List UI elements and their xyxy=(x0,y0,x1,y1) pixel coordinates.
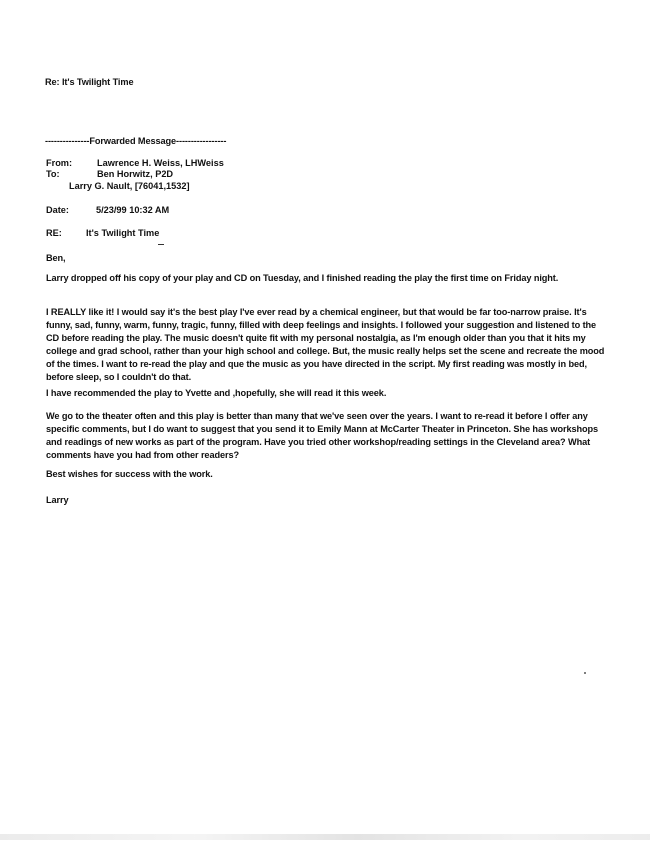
from-label: From: xyxy=(46,158,73,168)
from-value: Lawrence H. Weiss, LHWeiss xyxy=(97,158,224,168)
body-paragraph-4: We go to the theater often and this play is better than many that we've seen over the years. I want to re-read it before I offer any specific comments, but I do want to suggest that you send it to Emily Mann at McCarter Theater in Princeton. She has workshops and readings of new works as part of the program. Have you tried other workshop/reading settings in the Cleveland area? What comments have you had from other readers? xyxy=(46,411,599,460)
date-label: Date: xyxy=(46,205,69,215)
closing-line: Best wishes for success with the work. xyxy=(46,469,213,479)
signature: Larry xyxy=(46,495,69,505)
forward-header: ---------------Forwarded Message----------------- xyxy=(45,136,227,146)
body-paragraph-2: I REALLY like it! I would say it's the best play I've ever read by a chemical engineer, but that would be far too-narrow praise. It's funny, sad, funny, warm, funny, tragic, funny, filled with deep feelings and insights. I followed your suggestion and listened to the CD before reading the play. The music doesn't quite fit with my personal nostalgia, as I'm enough older than you that it hits my college and grad school, rather than your high school and college. But, the music really helps set the scene and recreate the mood of the times. I want to re-read the play and que the music as you have directed in the script. My first reading was mostly in bed, before sleep, so I couldn't do that. xyxy=(46,307,605,382)
to-label: To: xyxy=(46,169,60,179)
scan-speck xyxy=(584,672,586,674)
scan-mark xyxy=(158,244,164,245)
re-value: It's Twilight Time xyxy=(86,228,160,238)
re-label: RE: xyxy=(46,228,62,238)
body-paragraph-1: Larry dropped off his copy of your play and CD on Tuesday, and I finished reading the play the first time on Friday night. xyxy=(46,273,559,283)
scan-edge-shadow xyxy=(0,834,650,840)
subject-line: Re: It's Twilight Time xyxy=(45,77,134,87)
to-value-primary: Ben Horwitz, P2D xyxy=(97,169,174,179)
to-value-secondary: Larry G. Nault, [76041,1532] xyxy=(69,181,190,191)
greeting: Ben, xyxy=(46,253,66,263)
body-paragraph-3: I have recommended the play to Yvette and ,hopefully, she will read it this week. xyxy=(46,388,387,398)
date-value: 5/23/99 10:32 AM xyxy=(96,205,170,215)
